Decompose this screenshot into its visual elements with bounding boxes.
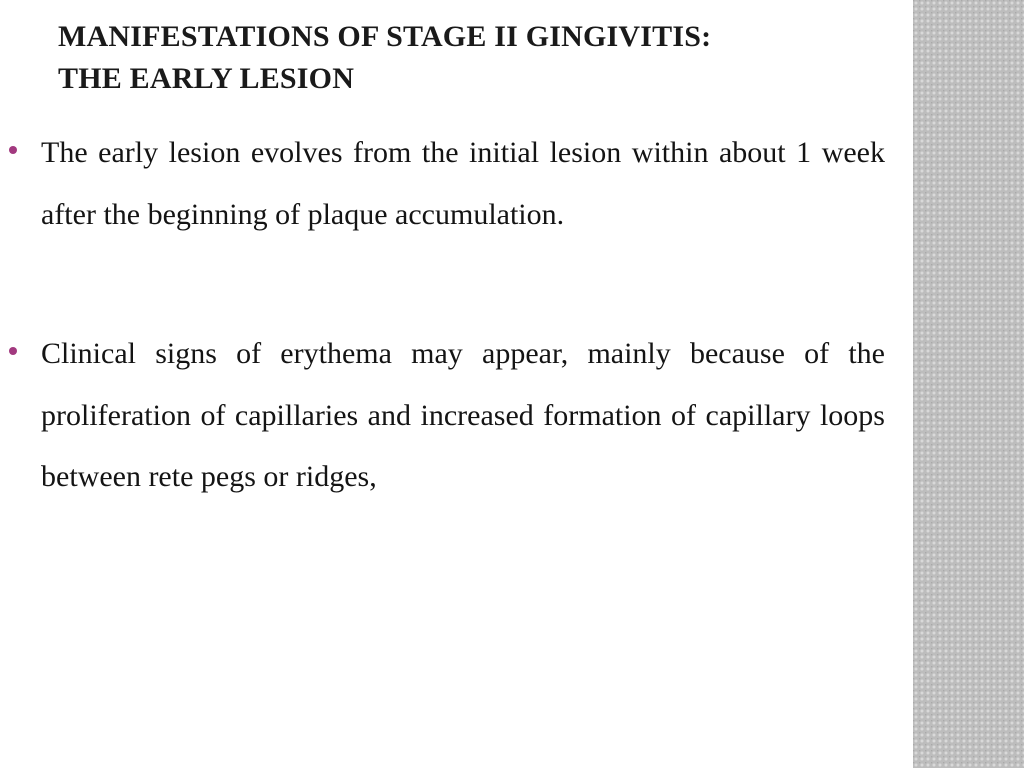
bullet-text: The early lesion evolves from the initial lesion within about 1 week after the beginning of plaque accumulation.	[41, 136, 885, 231]
bullet-item	[0, 122, 885, 245]
bullet-text: Clinical signs of erythema may appear, mainly because of the proliferation of capillaries and increased formation of capillary loops between rete pegs or ridges,	[41, 337, 885, 493]
bullet-list	[0, 122, 900, 508]
slide-title	[58, 16, 898, 100]
bullet-dot-icon	[9, 146, 17, 154]
bullet-dot-icon	[9, 347, 17, 355]
bullet-item	[0, 323, 885, 508]
title-line-2: THE EARLY LESION	[58, 62, 355, 95]
decorative-side-panel	[913, 0, 1024, 768]
title-line-1: MANIFESTATIONS OF STAGE II GINGIVITIS:	[58, 20, 712, 53]
